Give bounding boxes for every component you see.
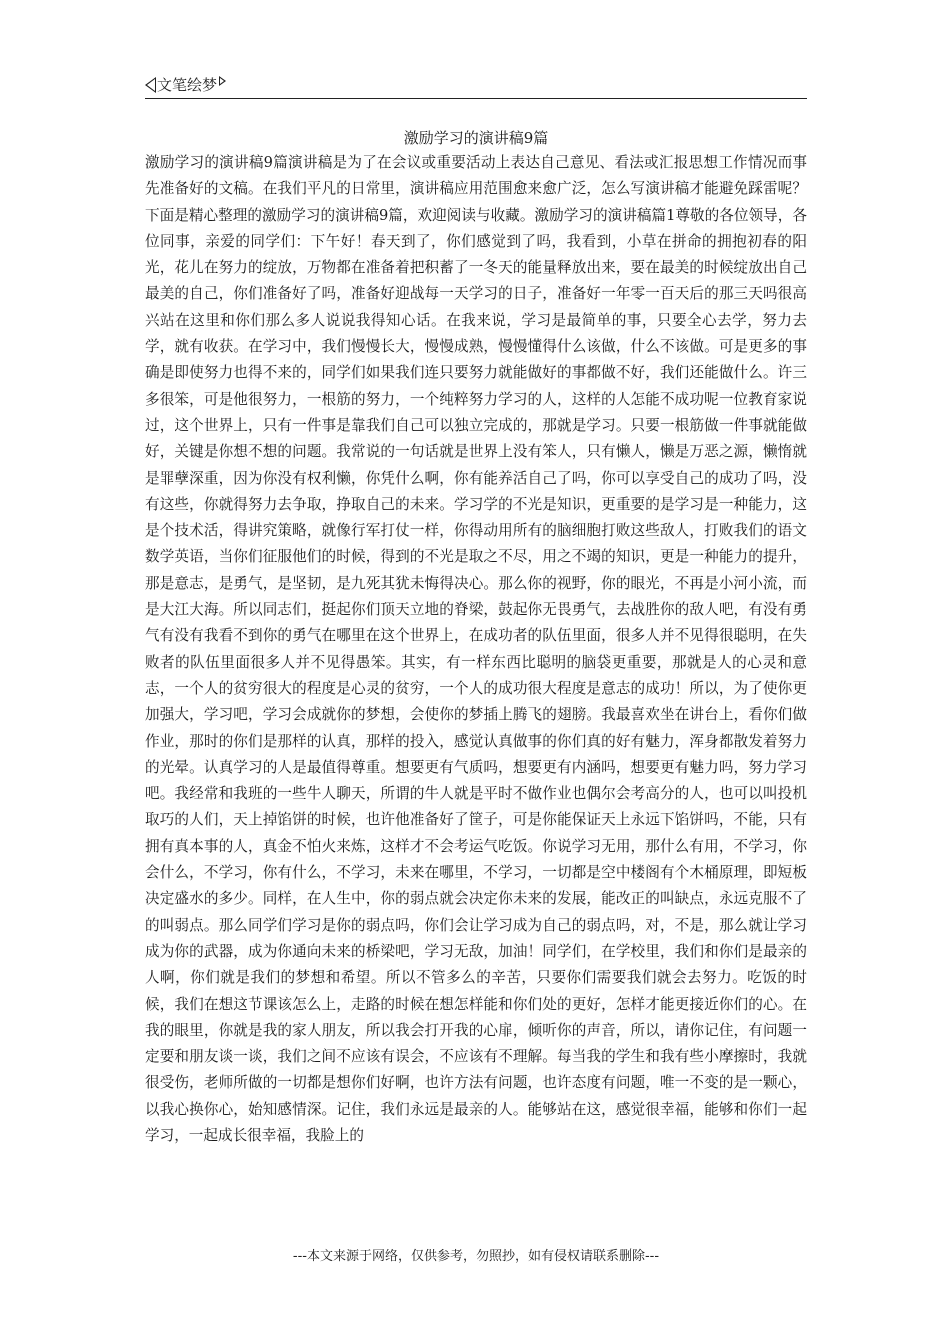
triangle-right-icon (219, 76, 226, 86)
page-header (145, 72, 807, 99)
footer-disclaimer: ---本文来源于网络，仅供参考，勿照抄，如有侵权请联系删除--- (292, 1249, 660, 1264)
triangle-left-icon (145, 77, 156, 93)
document-title: 激励学习的演讲稿9篇 (403, 129, 549, 147)
brand-logo (145, 76, 226, 94)
document-body: 激励学习的演讲稿9篇演讲稿是为了在会议或重要活动上表达自己意见、看法或汇报思想工作情况而事先准备好的文稿。在我们平凡的日常里，演讲稿应用范围愈来愈广泛，怎么写演讲稿才能避免踩雷呢？下面是精心整理的激励学习的演讲稿9篇，欢迎阅读与收藏。激励学习的演讲稿篇1尊敬的各位领导，各位同事，亲爱的同学们：下午好！春天到了，你们感觉到了吗，我看到，小草在拼命的拥抱初春的阳光，花儿在努力的绽放，万物都在准备着把积蓄了一冬天的能量释放出来，要在最美的时候绽放出自己最美的自己，你们准备好了吗，准备好迎战每一天学习的日子，准备好一年零一百天后的那三天吗很高兴站在这里和你们那么多人说说我得知心话。在我来说，学习是最简单的事，只要全心去学，努力去学，就有收获。在学习中，我们慢慢长大，慢慢成熟，慢慢懂得什么该做，什么不该做。可是更多的事确是即使努力也得不来的，同学们如果我们连只要努力就能做好的事都做不好，我们还能做什么。许三多很笨，可是他很努力，一根筋的努力，一个纯粹努力学习的人，这样的人怎能不成功呢一位教育家说过，这个世界上，只有一件事是靠我们自己可以独立完成的，那就是学习。只要一根筋做一件事就能做好，关键是你想不想的问题。我常说的一句话就是世界上没有笨人，只有懒人，懒是万恶之源，懒惰就是罪孽深重，因为你没有权利懒，你凭什么啊，你有能养活自己了吗，你可以享受自己的成功了吗，没有这些，你就得努力去争取，挣取自己的未来。学习学的不光是知识，更重要的是学习是一种能力，这是个技术活，得讲究策略，就像行军打仗一样，你得动用所有的脑细胞打败这些敌人，打败我们的语文数学英语，当你们征服他们的时候，得到的不光是取之不尽，用之不竭的知识，更是一种能力的提升，那是意志，是勇气，是坚韧，是九死其犹未悔得决心。那么你的视野，你的眼光，不再是小河小流，而是大江大海。所以同志们，挺起你们顶天立地的脊梁，鼓起你无畏勇气，去战胜你的敌人吧，有没有勇气有没有我看不到你的勇气在哪里在这个世界上，在成功者的队伍里面，很多人并不见得很聪明，在失败者的队伍里面很多人并不见得愚笨。其实，有一样东西比聪明的脑袋更重要，那就是人的心灵和意志，一个人的贫穷很大的程度是心灵的贫穷，一个人的成功很大程度是意志的成功！所以，为了使你更加强大，学习吧，学习会成就你的梦想，会使你的梦插上腾飞的翅膀。我最喜欢坐在讲台上，看你们做作业，那时的你们是那样的认真，那样的投入，感觉认真做事的你们真的好有魅力，浑身都散发着努力的光晕。认真学习的人是最值得尊重。想要更有气质吗，想要更有内涵吗，想要更有魅力吗，努力学习吧。我经常和我班的一些牛人聊天，所谓的牛人就是平时不做作业也偶尔会考高分的人，也可以叫投机取巧的人们，天上掉馅饼的时候，也许他准备好了筐子，可是你能保证天上永远下馅饼吗，不能，只有拥有真本事的人，真金不怕火来炼，这样才不会考运气吃饭。你说学习无用，那什么有用，不学习，你会什么，不学习，你有什么，不学习，未来在哪里，不学习，一切都是空中楼阁有个木桶原理，即短板决定盛水的多少。同样，在人生中，你的弱点就会决定你未来的发展，能改正的叫缺点，永远克服不了的叫弱点。那么同学们学习是你的弱点吗，你们会让学习成为自己的弱点吗，对，不是，那么就让学习成为你的武器，成为你通向未来的桥梁吧，学习无敌，加油！同学们，在学校里，我们和你们是最亲的人啊，你们就是我们的梦想和希望。所以不管多么的辛苦，只要你们需要我们就会去努力。吃饭的时候，我们在想这节课该怎么上，走路的时候在想怎样能和你们处的更好，怎样才能更接近你们的心。在我的眼里，你就是我的家人朋友，所以我会打开我的心扉，倾听你的声音，所以，请你记住，有问题一定要和朋友谈一谈，我们之间不应该有误会，不应该有不理解。每当我的学生和我有些小摩擦时，我就很受伤，老师所做的一切都是想你们好啊，也许方法有问题，也许态度有问题，唯一不变的是一颗心，以我心换你心，始知感情深。记住，我们永远是最亲的人。能够站在这，感觉很幸福，能够和你们一起学习，一起成长很幸福，我脸上的 (145, 154, 807, 1144)
brand-name: 文笔绘梦 (157, 76, 218, 94)
